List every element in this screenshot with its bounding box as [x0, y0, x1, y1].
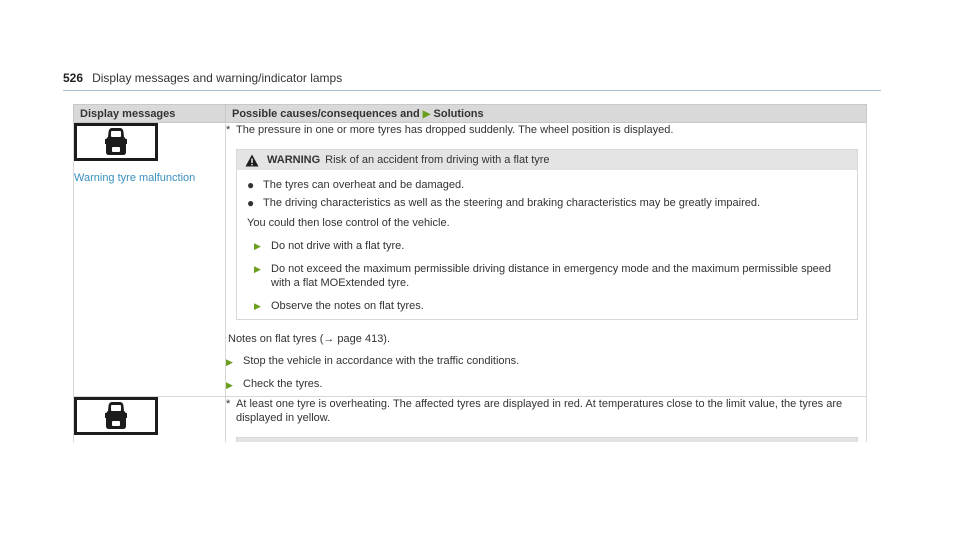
cause-intro [226, 123, 866, 137]
step-text: Do not exceed the maximum permissible driving distance in emergency mode and the maximum permissible speed with a flat MOExtended tyre. [271, 263, 832, 289]
warning-box [236, 149, 858, 320]
solution-arrow-icon: ▶ [422, 108, 431, 120]
col-header-causes-text: Possible causes/consequences and [232, 107, 420, 120]
cause-intro [226, 397, 866, 425]
causes-solutions-cell [226, 123, 867, 397]
step-arrow-icon: ▶ [254, 241, 261, 251]
notes-reference[interactable]: Notes on flat tyres (→ page 413). [228, 333, 391, 345]
step-text: Stop the vehicle in accordance with the traffic conditions. [243, 355, 520, 367]
page-title: Display messages and warning/indicator lamps [92, 71, 343, 85]
display-message-cell [74, 123, 226, 397]
footnote-star: * [226, 398, 231, 410]
cause-intro-text: At least one tyre is overheating. The affected tyres are displayed in red. At temperatures close to the limit value, the tyres are displayed in yellow. [236, 398, 843, 424]
warning-note: You could then lose control of the vehicle. [247, 217, 450, 229]
footnote-star: * [226, 124, 231, 136]
list-item [226, 378, 866, 396]
bullet-dot: ● [247, 178, 255, 192]
cause-intro-text: The pressure in one or more tyres has dropped suddenly. The wheel position is displayed. [236, 124, 674, 136]
list-item [247, 178, 847, 192]
tyre-temperature-car-icon [74, 397, 158, 435]
col-header-solutions-text: Solutions [433, 107, 484, 120]
warning-triangle-icon [245, 154, 259, 167]
step-arrow-icon: ▶ [254, 264, 261, 274]
bullet-text: The driving characteristics as well as the steering and braking characteristics may be greatly impaired. [263, 197, 761, 209]
list-item [247, 239, 847, 253]
bullet-dot: ● [247, 196, 255, 210]
list-item [247, 262, 847, 290]
step-text: Observe the notes on flat tyres. [271, 300, 424, 312]
step-arrow-icon: ▶ [226, 380, 233, 390]
table-header-row [74, 105, 867, 123]
step-arrow-icon: ▶ [226, 357, 233, 367]
page-number: 526 [63, 71, 84, 85]
warning-body [237, 170, 857, 319]
header-rule [63, 90, 881, 91]
table-row [74, 123, 867, 397]
step-text: Do not drive with a flat tyre. [271, 240, 405, 252]
col-header-display-messages: Display messages [74, 105, 226, 123]
warning-label: WARNING [267, 154, 321, 166]
bullet-text: The tyres can overheat and be damaged. [263, 179, 465, 191]
list-item [226, 355, 866, 369]
list-item [247, 196, 847, 210]
warning-title: Risk of an accident from driving with a flat tyre [325, 154, 550, 166]
page-header [63, 71, 882, 87]
warning-bar [237, 150, 857, 170]
step-arrow-icon: ▶ [254, 301, 261, 311]
col-header-causes-solutions [226, 105, 867, 123]
page-bottom-area [0, 442, 960, 533]
tyre-pressure-car-icon [74, 123, 158, 161]
list-item [247, 299, 847, 313]
step-text: Check the tyres. [243, 378, 323, 390]
display-message-label: Warning tyre malfunction [74, 172, 196, 184]
